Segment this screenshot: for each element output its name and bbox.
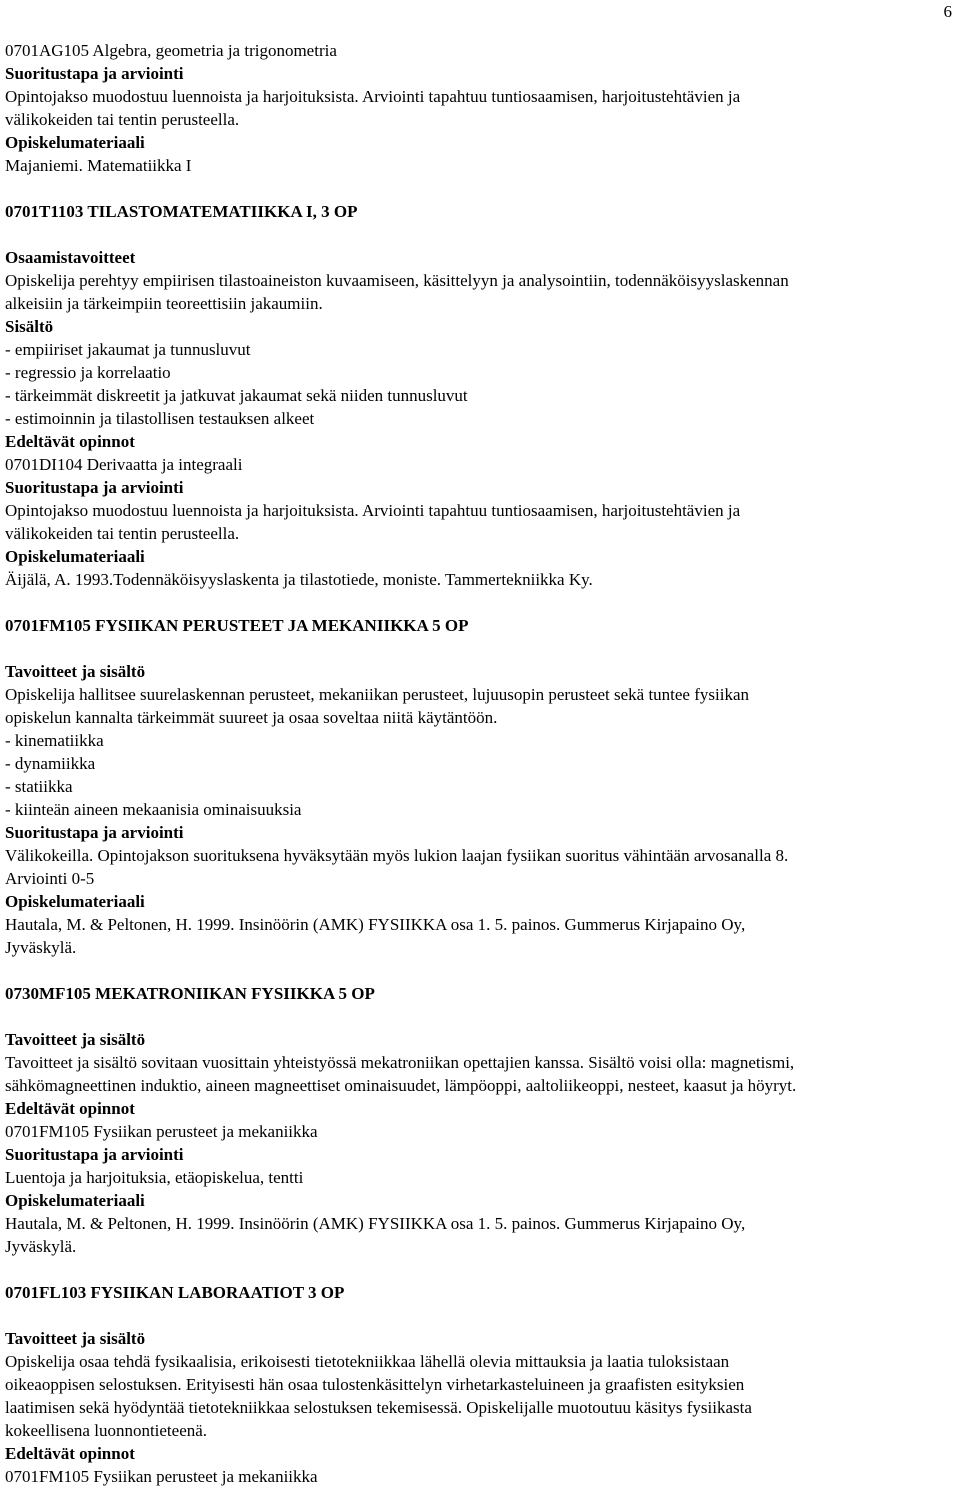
- course-title: 0701AG105 Algebra, geometria ja trigonometria: [5, 41, 337, 60]
- course-title: 0730MF105 MEKATRONIIKAN FYSIIKKA 5 OP: [5, 984, 375, 1003]
- text-line: Hautala, M. & Peltonen, H. 1999. Insinöörin (AMK) FYSIIKKA osa 1. 5. painos. Gummerus Kirjapaino Oy,: [5, 915, 746, 934]
- section-heading: Tavoitteet ja sisältö: [5, 662, 146, 681]
- text-line: Hautala, M. & Peltonen, H. 1999. Insinöörin (AMK) FYSIIKKA osa 1. 5. painos. Gummerus Kirjapaino Oy,: [5, 1214, 746, 1233]
- text-line: Opiskelija hallitsee suurelaskennan perusteet, mekaniikan perusteet, lujuusopin perusteet sekä tuntee fysiikan: [5, 685, 749, 704]
- list-item: - estimoinnin ja tilastollisen testauksen alkeet: [5, 409, 315, 428]
- section-heading: Edeltävät opinnot: [5, 1099, 135, 1118]
- text-line: 0701DI104 Derivaatta ja integraali: [5, 455, 243, 474]
- section-heading: Tavoitteet ja sisältö: [5, 1329, 146, 1348]
- text-line: Äijälä, A. 1993.Todennäköisyyslaskenta ja tilastotiede, moniste. Tammertekniikka Ky.: [5, 570, 593, 589]
- section-heading: Osaamistavoitteet: [5, 248, 136, 267]
- section-heading: Suoritustapa ja arviointi: [5, 64, 184, 83]
- section-heading: Edeltävät opinnot: [5, 1444, 135, 1463]
- page-number: 6: [943, 2, 952, 21]
- section-heading: Opiskelumateriaali: [5, 547, 145, 566]
- text-line: Opintojakso muodostuu luennoista ja harjoituksista. Arviointi tapahtuu tuntiosaamisen, harjoitustehtävien ja: [5, 501, 741, 520]
- section-heading: Opiskelumateriaali: [5, 1191, 145, 1210]
- text-line: Majaniemi. Matematiikka I: [5, 156, 192, 175]
- list-item: - statiikka: [5, 777, 73, 796]
- section-heading: Edeltävät opinnot: [5, 432, 135, 451]
- list-item: - kiinteän aineen mekaanisia ominaisuuksia: [5, 800, 302, 819]
- text-line: Tavoitteet ja sisältö sovitaan vuosittain yhteistyössä mekatroniikan opettajien kanssa. Sisältö voisi olla: magnetismi,: [5, 1053, 795, 1072]
- course-title: 0701FL103 FYSIIKAN LABORAATIOT 3 OP: [5, 1283, 345, 1302]
- list-item: - empiiriset jakaumat ja tunnusluvut: [5, 340, 251, 359]
- course-title: 0701FM105 FYSIIKAN PERUSTEET JA MEKANIIKKA 5 OP: [5, 616, 469, 635]
- section-heading: Opiskelumateriaali: [5, 892, 145, 911]
- text-line: alkeisiin ja tärkeimpiin teoreettisiin jakaumiin.: [5, 294, 323, 313]
- text-line: Opiskelija osaa tehdä fysikaalisia, erikoisesti tietotekniikkaa lähellä olevia mittauksia ja laatia tuloksistaan: [5, 1352, 730, 1371]
- course-title: 0701T1103 TILASTOMATEMATIIKKA I, 3 OP: [5, 202, 358, 221]
- text-line: 0701FM105 Fysiikan perusteet ja mekaniikka: [5, 1467, 318, 1486]
- section-heading: Suoritustapa ja arviointi: [5, 1145, 184, 1164]
- section-heading: Sisältö: [5, 317, 54, 336]
- text-line: oikeaoppisen selostuksen. Erityisesti hän osaa tulostenkäsittelyn virhetarkasteluineen ja graafisten esityksien: [5, 1375, 745, 1394]
- text-line: Jyväskylä.: [5, 1237, 77, 1256]
- text-line: opiskelun kannalta tärkeimmät suureet ja osaa soveltaa niitä käytäntöön.: [5, 708, 498, 727]
- section-heading: Opiskelumateriaali: [5, 133, 145, 152]
- list-item: - regressio ja korrelaatio: [5, 363, 171, 382]
- list-item: - kinematiikka: [5, 731, 104, 750]
- section-heading: Suoritustapa ja arviointi: [5, 478, 184, 497]
- text-line: kokeellisena luonnontieteenä.: [5, 1421, 208, 1440]
- text-line: Opintojakso muodostuu luennoista ja harjoituksista. Arviointi tapahtuu tuntiosaamisen, harjoitustehtävien ja: [5, 87, 741, 106]
- list-item: - dynamiikka: [5, 754, 96, 773]
- list-item: - tärkeimmät diskreetit ja jatkuvat jakaumat sekä niiden tunnusluvut: [5, 386, 468, 405]
- text-line: Välikokeilla. Opintojakson suorituksena hyväksytään myös lukion laajan fysiikan suoritus vähintään arvosanalla 8.: [5, 846, 789, 865]
- text-line: Opiskelija perehtyy empiirisen tilastoaineiston kuvaamiseen, käsittelyyn ja analysointiin, todennäköisyyslaskennan: [5, 271, 789, 290]
- text-line: välikokeiden tai tentin perusteella.: [5, 110, 240, 129]
- section-heading: Tavoitteet ja sisältö: [5, 1030, 146, 1049]
- text-line: Jyväskylä.: [5, 938, 77, 957]
- text-line: välikokeiden tai tentin perusteella.: [5, 524, 240, 543]
- text-line: Arviointi 0-5: [5, 869, 95, 888]
- section-heading: Suoritustapa ja arviointi: [5, 823, 184, 842]
- text-line: sähkömagneettinen induktio, aineen magneettiset ominaisuudet, lämpöoppi, aaltoliikeoppi, nesteet, kaasut ja höyryt.: [5, 1076, 797, 1095]
- text-line: laatimisen sekä hyödyntää tietotekniikkaa selostuksen tekemisessä. Opiskelijalle muotoutuu käsitys fysiikasta: [5, 1398, 752, 1417]
- text-line: Luentoja ja harjoituksia, etäopiskelua, tentti: [5, 1168, 304, 1187]
- text-line: 0701FM105 Fysiikan perusteet ja mekaniikka: [5, 1122, 318, 1141]
- document-body: [5, 39, 945, 1488]
